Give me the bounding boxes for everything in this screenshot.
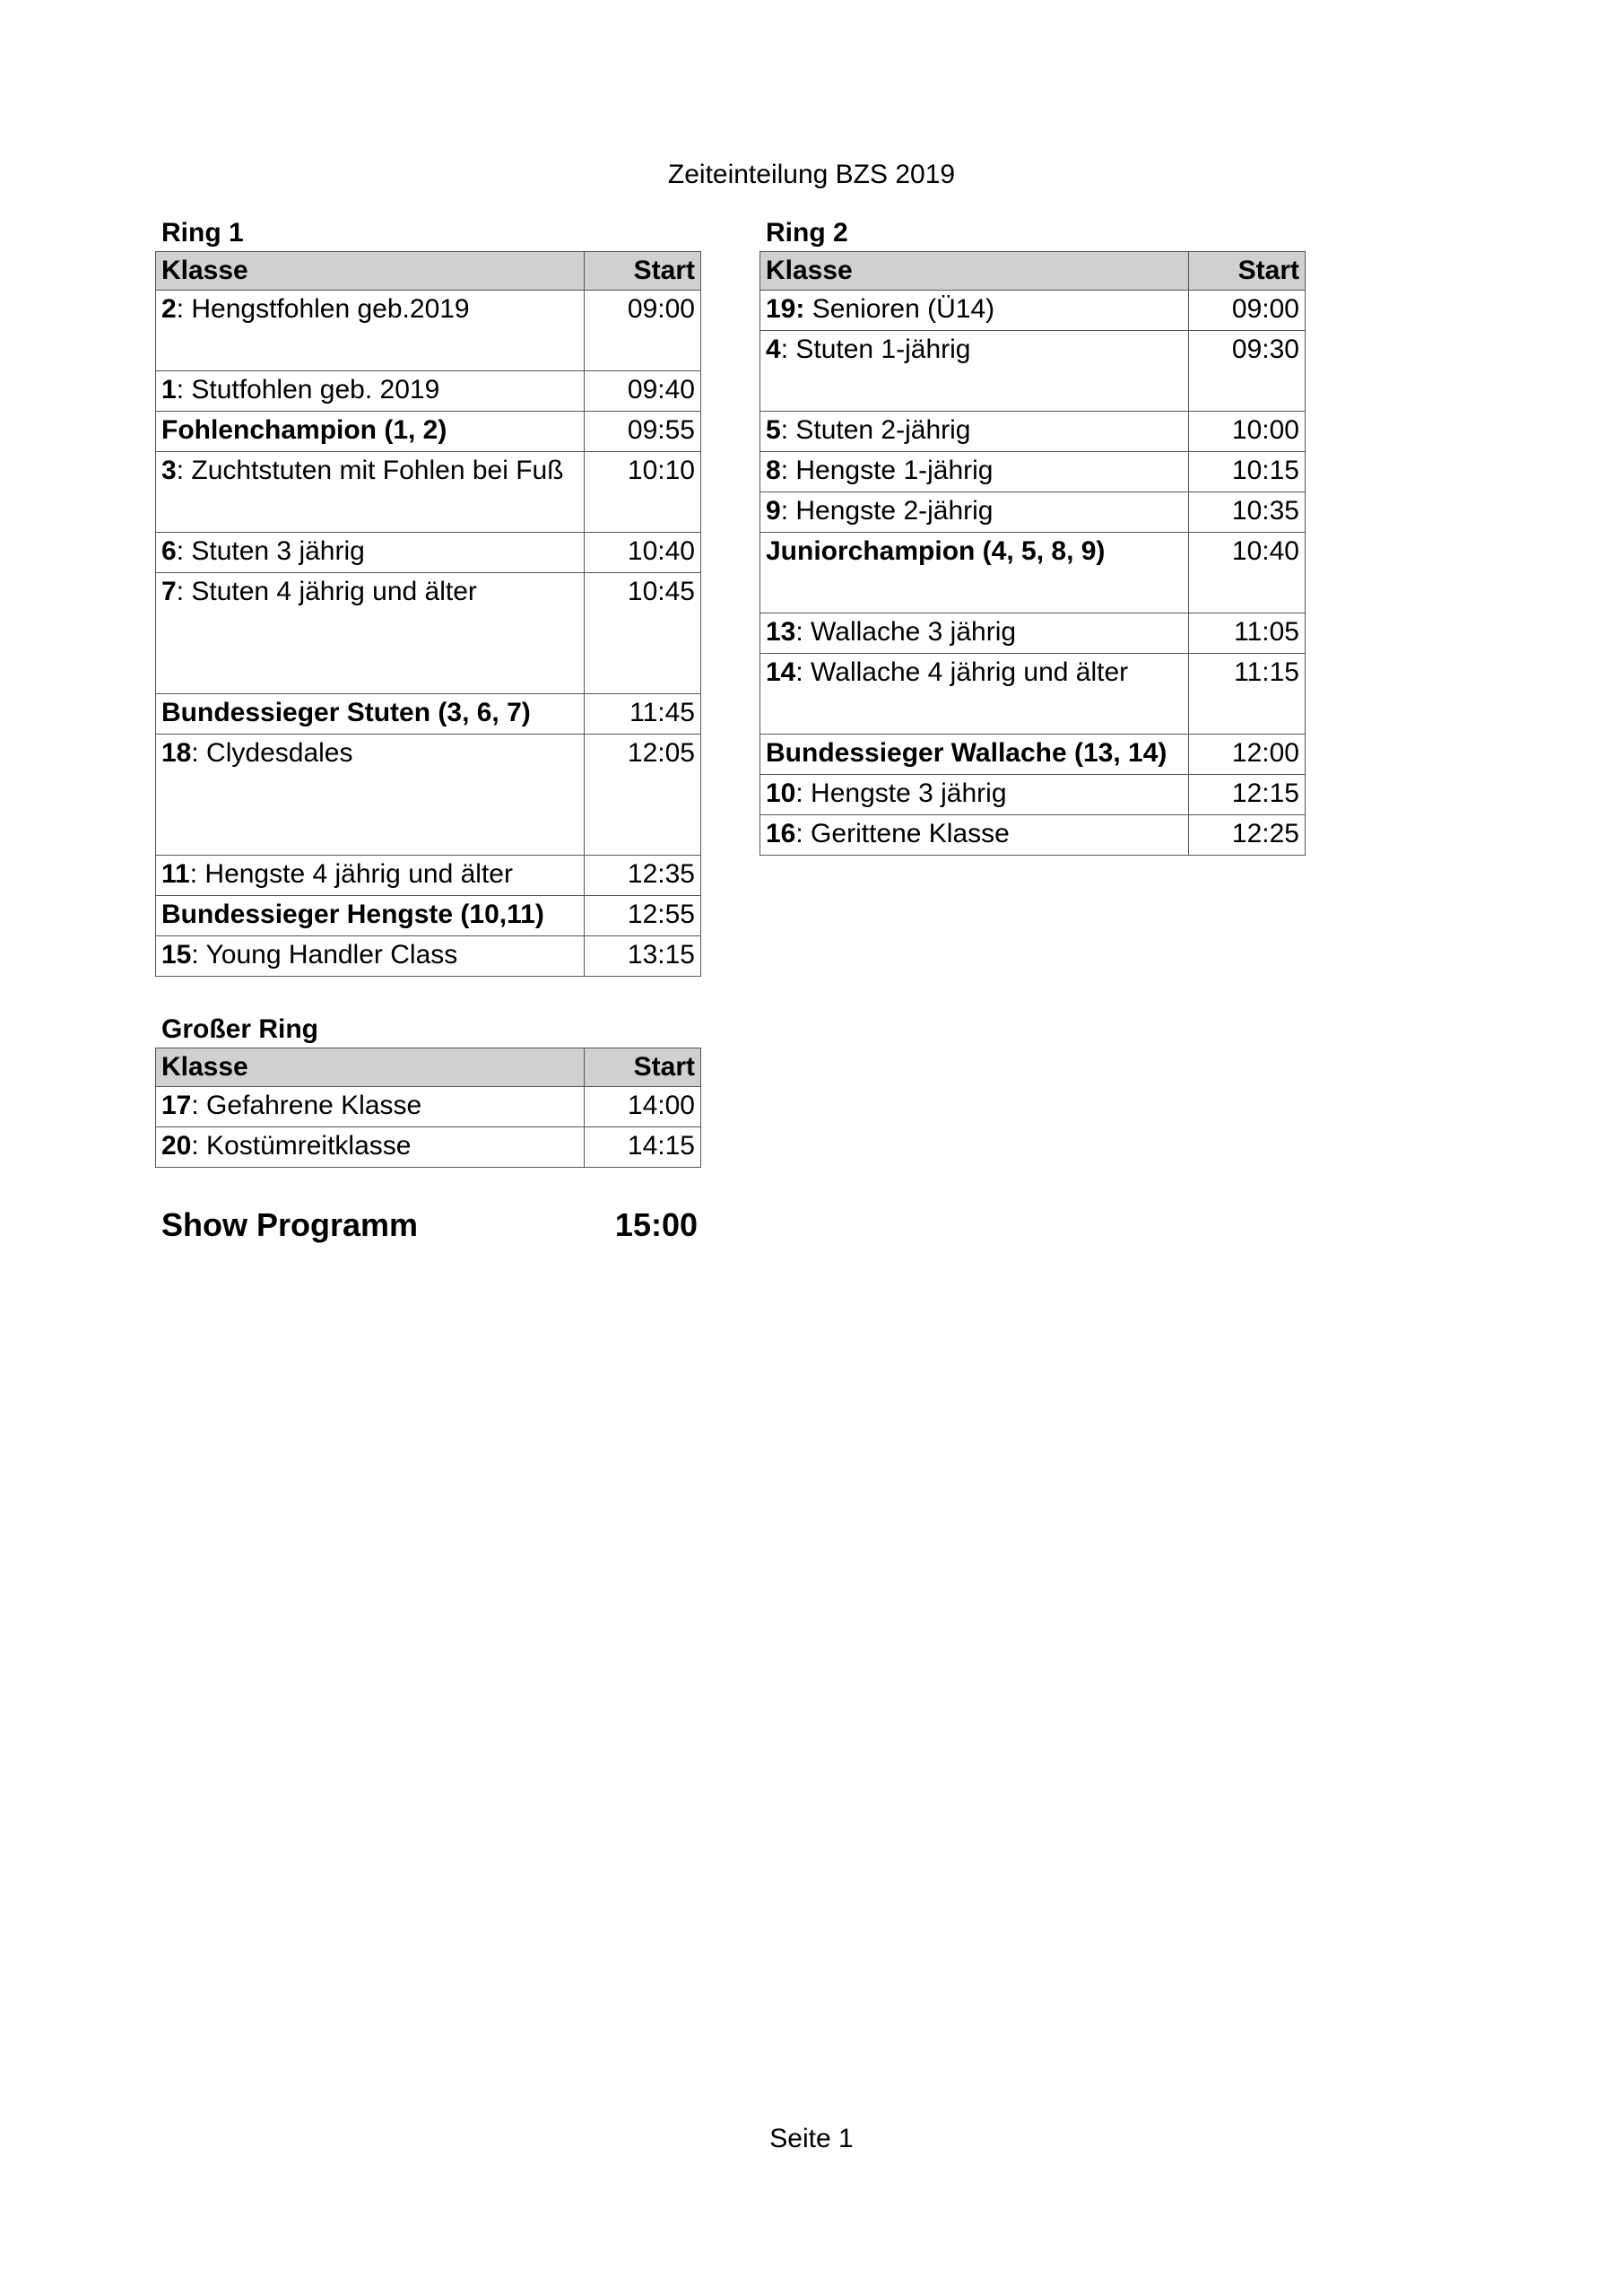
ring-2-section [759,215,1306,856]
start-time-cell: 10:15 [1189,452,1306,492]
grosser-ring-table [155,1048,701,1168]
klasse-cell [760,735,1189,775]
start-time-cell: 12:15 [1189,775,1306,815]
table-row [760,533,1306,613]
separator: : [780,415,789,445]
separator: : [795,657,803,687]
ring-2-title: Ring 2 [766,218,848,248]
start-time-cell: 09:00 [585,291,701,371]
start-time-cell: 14:15 [585,1127,701,1168]
class-name: Stutfohlen geb. 2019 [184,375,440,404]
header-row [156,1048,701,1087]
class-name: Hengste 4 jährig und älter [197,859,513,889]
start-header: Start [585,1048,701,1087]
champion-label: Bundessieger Wallache (13, 14) [766,738,1167,768]
class-name: Clydesdales [198,738,353,768]
separator: : [191,940,199,970]
class-number: 3 [161,456,177,485]
table-row [760,331,1306,412]
grosser-ring-title: Großer Ring [161,1014,319,1044]
klasse-cell [156,936,585,977]
klasse-cell [760,533,1189,613]
table-row [760,452,1306,492]
class-number: 10 [766,778,796,808]
champion-label: Bundessieger Stuten (3, 6, 7) [161,698,531,727]
table-row [760,492,1306,533]
class-number: 2 [161,294,177,324]
table-row [156,371,701,412]
table-row [156,694,701,735]
class-name: Wallache 4 jährig und älter [803,657,1129,687]
separator: : [795,778,803,808]
class-name: Stuten 1-jährig [788,335,971,364]
start-time-cell: 10:00 [1189,412,1306,452]
klasse-cell [156,291,585,371]
table-row [156,735,701,856]
class-number: 13 [766,617,796,647]
start-time-cell: 09:40 [585,371,701,412]
class-number: 17 [161,1091,192,1120]
table-row [156,896,701,936]
separator: : [795,819,803,848]
klasse-cell [156,1127,585,1168]
klasse-cell [156,412,585,452]
class-number: 14 [766,657,796,687]
class-number: 8 [766,456,781,485]
class-name: Zuchtstuten mit Fohlen bei Fuß [184,456,564,485]
table-row [156,291,701,371]
class-name: Hengste 1-jährig [788,456,994,485]
class-name: Stuten 3 jährig [184,536,365,566]
ring-2-table [759,251,1306,856]
ring-1-table [155,251,701,977]
header-row [156,252,701,291]
class-name: Wallache 3 jährig [803,617,1017,647]
show-programm [161,1206,698,1244]
klasse-cell [760,331,1189,412]
separator: : [795,617,803,647]
start-time-cell: 11:05 [1189,613,1306,654]
class-number: 18 [161,738,192,768]
separator: : [176,294,185,324]
grosser-ring-section [155,1012,701,1168]
table-row [156,452,701,533]
class-number: 9 [766,496,781,526]
page-title: Zeiteinteilung BZS 2019 [667,160,956,189]
class-number: 11 [161,859,190,889]
separator: : [191,738,199,768]
start-time-cell: 12:35 [585,856,701,896]
table-row [156,533,701,573]
ring-1-title: Ring 1 [161,218,244,248]
ring-1-section [155,215,701,977]
klasse-cell [760,815,1189,856]
klasse-cell [156,1087,585,1127]
klasse-cell [156,533,585,573]
table-row [760,735,1306,775]
klasse-header: Klasse [156,1048,585,1087]
class-name: Stuten 4 jährig und älter [184,577,477,606]
table-row [760,815,1306,856]
separator: : [780,496,789,526]
start-time-cell: 10:45 [585,573,701,694]
table-row [156,1127,701,1168]
start-time-cell: 11:45 [585,694,701,735]
class-number: 5 [766,415,781,445]
klasse-header: Klasse [760,252,1189,291]
separator: : [176,536,185,566]
klasse-cell [156,573,585,694]
start-header: Start [585,252,701,291]
class-name: Young Handler Class [198,940,458,970]
klasse-cell [760,654,1189,735]
klasse-cell [760,492,1189,533]
start-time-cell: 10:35 [1189,492,1306,533]
start-header: Start [1189,252,1306,291]
klasse-cell [760,452,1189,492]
klasse-cell [156,856,585,896]
separator: : [780,456,789,485]
start-time-cell: 09:30 [1189,331,1306,412]
table-row [760,291,1306,331]
champion-label: Juniorchampion (4, 5, 8, 9) [766,536,1106,566]
klasse-cell [156,735,585,856]
separator: : [176,456,185,485]
table-row [760,613,1306,654]
class-number: 15 [161,940,192,970]
table-row [760,775,1306,815]
start-time-cell: 13:15 [585,936,701,977]
table-row [156,936,701,977]
separator: : [191,1131,199,1161]
start-time-cell: 12:05 [585,735,701,856]
class-number: 1 [161,375,177,404]
champion-label: Bundessieger Hengste (10,11) [161,900,544,929]
start-time-cell: 12:25 [1189,815,1306,856]
start-time-cell: 12:00 [1189,735,1306,775]
show-time: 15:00 [614,1206,698,1243]
separator: : [176,577,185,606]
start-time-cell: 14:00 [585,1087,701,1127]
class-number: 16 [766,819,796,848]
class-name: Gefahrene Klasse [198,1091,422,1120]
class-name: Gerittene Klasse [803,819,1010,848]
table-row [760,412,1306,452]
klasse-cell [156,371,585,412]
klasse-cell [156,452,585,533]
header-row [760,252,1306,291]
start-time-cell: 09:55 [585,412,701,452]
class-number: 19: [766,294,805,324]
separator: : [780,335,789,364]
champion-label: Fohlenchampion (1, 2) [161,415,447,445]
table-row [760,654,1306,735]
class-number: 6 [161,536,177,566]
table-row [156,1087,701,1127]
table-row [156,573,701,694]
page-footer: Seite 1 [769,2124,854,2153]
table-row [156,856,701,896]
show-label: Show Programm [161,1206,419,1243]
start-time-cell: 11:15 [1189,654,1306,735]
start-time-cell: 09:00 [1189,291,1306,331]
class-number: 7 [161,577,177,606]
separator: : [189,859,198,889]
start-time-cell: 10:40 [1189,533,1306,613]
klasse-header: Klasse [156,252,585,291]
klasse-cell [156,694,585,735]
start-time-cell: 12:55 [585,896,701,936]
klasse-cell [156,896,585,936]
class-name: Hengste 3 jährig [803,778,1007,808]
klasse-cell [760,291,1189,331]
class-name: Stuten 2-jährig [788,415,971,445]
start-time-cell: 10:40 [585,533,701,573]
class-name: Senioren (Ü14) [804,294,995,324]
class-number: 4 [766,335,781,364]
separator: : [191,1091,199,1120]
table-row [156,412,701,452]
klasse-cell [760,775,1189,815]
klasse-cell [760,412,1189,452]
class-name: Hengstfohlen geb.2019 [184,294,470,324]
separator: : [176,375,185,404]
class-number: 20 [161,1131,192,1161]
klasse-cell [760,613,1189,654]
class-name: Hengste 2-jährig [788,496,994,526]
start-time-cell: 10:10 [585,452,701,533]
class-name: Kostümreitklasse [198,1131,412,1161]
